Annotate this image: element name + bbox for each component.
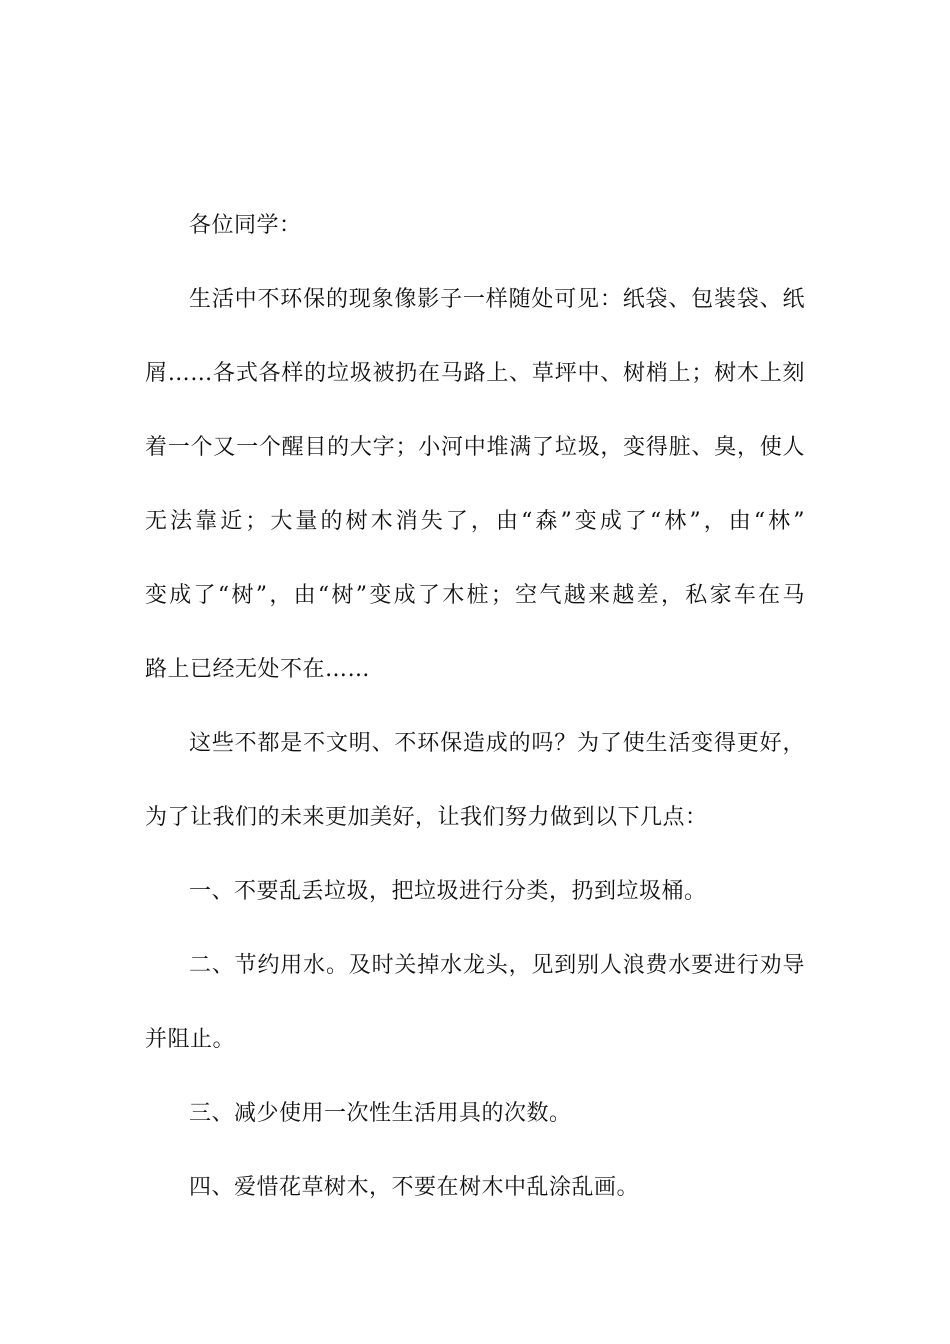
- greeting: 各位同学：: [189, 213, 302, 238]
- list-item-2-line-2: 并阻止。: [145, 1027, 236, 1052]
- list-item-4: 四、爱惜花草树木，不要在树木中乱涂乱画。: [189, 1175, 640, 1200]
- paragraph-2-line-2: 为了让我们的未来更加美好，让我们努力做到以下几点：: [145, 805, 708, 830]
- paragraph-1-line-4: 无法靠近；大量的树木消失了，由“森”变成了“林”，由“林”: [145, 509, 805, 534]
- list-item-1: 一、不要乱丢垃圾，把垃圾进行分类，扔到垃圾桶。: [189, 879, 707, 904]
- paragraph-1-line-6: 路上已经无处不在……: [145, 657, 371, 682]
- paragraph-1-line-5: 变成了“树”，由“树”变成了木桩；空气越来越差，私家车在马: [145, 583, 805, 608]
- paragraph-1-line-1: 生活中不环保的现象像影子一样随处可见：纸袋、包装袋、纸: [189, 287, 805, 312]
- list-item-2-line-1: 二、节约用水。及时关掉水龙头，见到别人浪费水要进行劝导: [189, 953, 805, 978]
- paragraph-2-line-1: 这些不都是不文明、不环保造成的吗？为了使生活变得更好，: [189, 731, 805, 756]
- paragraph-1-line-2: 屑……各式各样的垃圾被扔在马路上、草坪中、树梢上；树木上刻: [145, 361, 805, 386]
- paragraph-1-line-3: 着一个又一个醒目的大字；小河中堆满了垃圾，变得脏、臭，使人: [145, 435, 805, 460]
- list-item-3: 三、减少使用一次性生活用具的次数。: [189, 1101, 572, 1126]
